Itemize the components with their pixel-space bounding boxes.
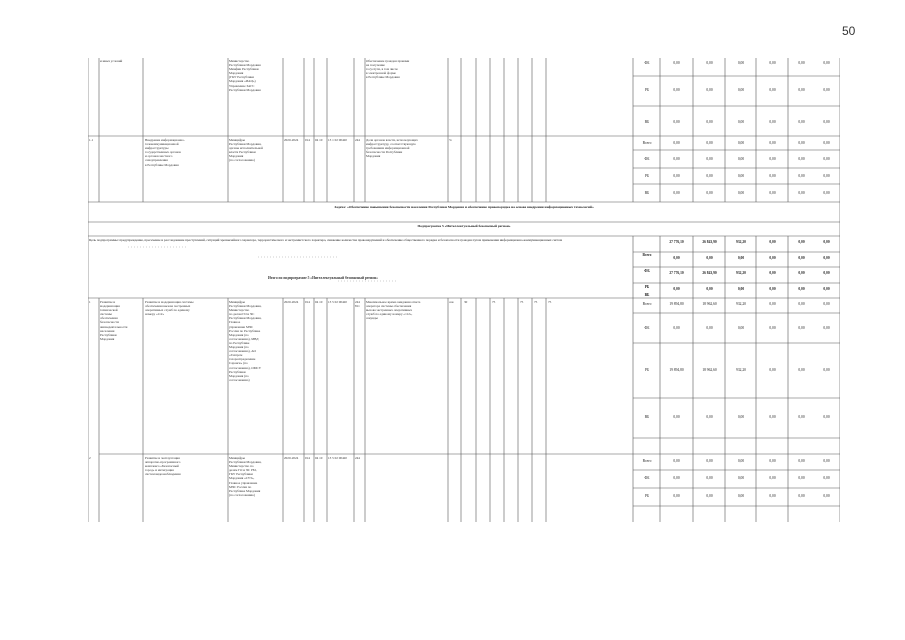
scan-noise bbox=[338, 280, 398, 282]
total-value: 0,00 bbox=[706, 256, 713, 260]
total-value: 0,00 bbox=[769, 271, 776, 275]
finance-value: 932,20 bbox=[736, 302, 746, 306]
total-value: 0,00 bbox=[823, 256, 830, 260]
finance-value: 0,00 bbox=[769, 157, 776, 161]
finance-value: 0,00 bbox=[737, 88, 745, 92]
finance-value: 0,00 bbox=[706, 61, 713, 65]
row-number: 1 bbox=[89, 300, 91, 304]
total-value: 27 776,10 bbox=[669, 240, 684, 244]
finance-value: 0,00 bbox=[737, 476, 745, 480]
finance-value: 0,00 bbox=[706, 191, 713, 195]
total-value: 0,00 bbox=[673, 256, 680, 260]
total-value: 0,00 bbox=[798, 271, 805, 275]
measure-unit: сек bbox=[449, 300, 454, 304]
finance-value: 0,00 bbox=[673, 174, 680, 178]
finance-value: 0,00 bbox=[823, 459, 830, 463]
total-value: 0,00 bbox=[737, 256, 745, 260]
total-value: 0,00 bbox=[769, 287, 776, 291]
total-value: 26 843,90 bbox=[702, 271, 717, 275]
finance-value: 0,00 bbox=[798, 174, 805, 178]
finance-value: 0,00 bbox=[673, 494, 680, 498]
indicator-value: 75 bbox=[534, 300, 538, 304]
measure-code-2: 04 10 bbox=[315, 456, 323, 460]
finance-value: 0,00 bbox=[798, 88, 805, 92]
finance-value: 0,00 bbox=[769, 141, 776, 145]
finance-value: 0,00 bbox=[673, 326, 680, 330]
measure-code-1: 014 bbox=[305, 138, 310, 142]
subprogram-total-label: Итого по подпрограмме 5 «Интеллектуальный безопасный регион» bbox=[268, 276, 378, 280]
finance-value: 0,00 bbox=[706, 157, 713, 161]
finance-value: 0,00 bbox=[673, 476, 680, 480]
indicator-value: 30 bbox=[464, 300, 468, 304]
measure-group-name: Развитие и модернизация технической системы обеспечения безопасности жизнедеятельности населения Республики Мордовия bbox=[100, 300, 128, 341]
finance-value: 0,00 bbox=[769, 191, 776, 195]
finance-label: ФБ bbox=[644, 476, 650, 480]
finance-label: РБ bbox=[644, 174, 650, 178]
finance-value: 0,00 bbox=[798, 326, 805, 330]
finance-label: ВБ bbox=[644, 415, 650, 419]
finance-value: 0,00 bbox=[823, 302, 830, 306]
finance-value: 0,00 bbox=[823, 368, 830, 372]
finance-value: 0,00 bbox=[769, 302, 776, 306]
indicator-value: 75 bbox=[492, 300, 496, 304]
finance-label: РБ bbox=[644, 88, 650, 92]
finance-label: ФБ bbox=[644, 157, 650, 161]
total-value: 0,00 bbox=[798, 256, 805, 260]
finance-value: 0,00 bbox=[823, 157, 830, 161]
finance-label: Всего bbox=[642, 302, 652, 306]
finance-value: 0,00 bbox=[798, 368, 805, 372]
total-value: 0,00 bbox=[673, 287, 680, 291]
finance-value: 0,00 bbox=[706, 476, 713, 480]
measure-executor: Минцифры Республики Мордовия, органы исполнительной власти Республики Мордовия (по согласованию) bbox=[229, 138, 263, 163]
goal-band: Цель подпрограммы: предупреждение, пресечение и расследование преступлений, ситуаций чрезвычайного характера, террористического и экстремистского характера, снижение количества правонарушений и обеспечение общественного порядка и безопасности граждан путем применения информационно-коммуникационных систем bbox=[89, 238, 563, 242]
finance-value: 0,00 bbox=[737, 326, 745, 330]
total-value: 0,00 bbox=[798, 240, 805, 244]
finance-value: 0,00 bbox=[823, 415, 830, 419]
total-label: РБ bbox=[644, 285, 650, 289]
finance-value: 0,00 bbox=[823, 141, 830, 145]
indicator-value: 75 bbox=[548, 300, 552, 304]
measure-period: 2020-2024 bbox=[284, 456, 299, 460]
total-value: 0,00 bbox=[737, 287, 745, 291]
measure-result: Максимальное время ожидания ответа оператора системы обеспечения вызова экстренных оперативных служб по единому номеру «112», секунды bbox=[366, 300, 421, 321]
total-value: 932,20 bbox=[736, 271, 746, 275]
total-value: 932,20 bbox=[736, 240, 746, 244]
finance-value: 0,00 bbox=[673, 120, 680, 124]
total-label: ФБ bbox=[644, 269, 650, 273]
finance-value: 0,00 bbox=[769, 88, 776, 92]
finance-value: 0,00 bbox=[706, 326, 713, 330]
finance-label: РБ bbox=[644, 368, 650, 372]
fragment-result: Обеспечение граждан правами на получение госуслуги, в том числе в электронной форме в Республике Мордовия bbox=[366, 59, 410, 80]
row-number: 2 bbox=[89, 456, 91, 460]
finance-value: 0,00 bbox=[737, 494, 745, 498]
finance-value: 0,00 bbox=[823, 494, 830, 498]
finance-value: 0,00 bbox=[673, 61, 680, 65]
finance-label: ВБ bbox=[644, 120, 650, 124]
row-number: 1.1 bbox=[89, 138, 94, 142]
total-value: 0,00 bbox=[823, 240, 830, 244]
measure-kbk: 13 1 02 00420 bbox=[328, 138, 347, 142]
measure-code-2: 04 10 bbox=[315, 138, 323, 142]
measure-kbk: 13 5 02 00420 bbox=[328, 300, 347, 304]
measure-code-1: 014 bbox=[305, 456, 310, 460]
finance-value: 0,00 bbox=[798, 459, 805, 463]
total-label: ВБ bbox=[644, 293, 650, 297]
total-label: Всего bbox=[642, 253, 652, 257]
measure-code-3: 244 811 bbox=[355, 300, 360, 309]
page-number: 50 bbox=[842, 24, 856, 38]
measure-unit: % bbox=[449, 138, 452, 142]
finance-value: 0,00 bbox=[706, 174, 713, 178]
finance-value: 0,00 bbox=[673, 459, 680, 463]
finance-value: 0,00 bbox=[673, 88, 680, 92]
fragment-executor: Министерство Республики Мордовия Минфин Республики Мордовия (ГКУ Республики Мордовия «ИАЦ») Управление ЗАГС Республики Мордовия bbox=[229, 59, 261, 92]
finance-value: 932,20 bbox=[736, 368, 746, 372]
finance-value: 0,00 bbox=[769, 174, 776, 178]
finance-value: 0,00 bbox=[706, 494, 713, 498]
finance-value: 0,00 bbox=[737, 61, 745, 65]
measure-period: 2020-2024 bbox=[284, 300, 299, 304]
finance-value: 0,00 bbox=[769, 459, 776, 463]
scan-noise bbox=[258, 256, 338, 258]
finance-value: 0,00 bbox=[769, 368, 776, 372]
measure-code-1: 014 bbox=[305, 300, 310, 304]
finance-value: 0,00 bbox=[823, 88, 830, 92]
finance-value: 0,00 bbox=[706, 141, 713, 145]
indicator-value: 75 bbox=[520, 300, 524, 304]
measure-result: Доля органов власти, использующих инфраструктуру, соответствующую требованиям информационной безопасности Республики Мордовия bbox=[366, 138, 418, 159]
finance-value: 0,00 bbox=[798, 141, 805, 145]
total-value: 0,00 bbox=[769, 256, 776, 260]
finance-value: 0,00 bbox=[706, 88, 713, 92]
measure-period: 2020-2024 bbox=[284, 138, 299, 142]
total-value: 0,00 bbox=[769, 240, 776, 244]
measure-executor: Минцифры Республики Мордовия, Министерство по делам ГО и ЧС РМ, ГКУ Республики Мордовия «СУЗ», Главное управление МЧС России по Республике Мордовия (по согласованию) bbox=[229, 456, 262, 497]
finance-value: 0,00 bbox=[673, 191, 680, 195]
measure-name: Развитие и эксплуатация аппаратно-программного комплекса «Безопасный город» и интеграция систем видеонаблюдения bbox=[145, 456, 181, 477]
finance-value: 0,00 bbox=[737, 415, 745, 419]
finance-value: 0,00 bbox=[673, 415, 680, 419]
finance-value: 0,00 bbox=[769, 415, 776, 419]
finance-value: 0,00 bbox=[823, 476, 830, 480]
finance-label: РБ bbox=[644, 494, 650, 498]
measure-kbk: 13 5 02 00420 bbox=[328, 456, 347, 460]
finance-value: 0,00 bbox=[737, 120, 745, 124]
finance-value: 0,00 bbox=[769, 61, 776, 65]
finance-label: ФБ bbox=[644, 326, 650, 330]
finance-value: 0,00 bbox=[769, 476, 776, 480]
finance-value: 0,00 bbox=[769, 120, 776, 124]
finance-label: ВБ bbox=[644, 191, 650, 195]
finance-value: 0,00 bbox=[823, 326, 830, 330]
total-value: 0,00 bbox=[706, 287, 713, 291]
finance-value: 0,00 bbox=[706, 415, 713, 419]
finance-value: 0,00 bbox=[798, 157, 805, 161]
finance-value: 0,00 bbox=[706, 459, 713, 463]
finance-value: 0,00 bbox=[823, 191, 830, 195]
measure-name: Развитие и модернизация системы обеспечения вызова экстренных оперативных служб по единому номеру «112» bbox=[145, 300, 194, 317]
scan-noise bbox=[128, 246, 188, 248]
finance-value: 0,00 bbox=[798, 302, 805, 306]
finance-value: 0,00 bbox=[798, 120, 805, 124]
finance-value: 0,00 bbox=[823, 61, 830, 65]
finance-label: Всего bbox=[642, 141, 652, 145]
finance-value: 0,00 bbox=[823, 120, 830, 124]
measure-executor: Минцифры Республики Мордовия, Министерство по делам ГО и ЧС Республики Мордовия, Главное управление МЧС России по Республике Мордовия (по согласованию), МВД по Республике Мордовия (по согласованию), АО «Газпром газораспределение Саранск» (по согласованию), ОМСУ Республики Мордовия (по согласованию) bbox=[229, 300, 262, 382]
finance-value: 19 894,80 bbox=[669, 302, 684, 306]
finance-value: 0,00 bbox=[798, 494, 805, 498]
finance-label: ФБ bbox=[644, 61, 650, 65]
total-value: 0,00 bbox=[823, 271, 830, 275]
finance-label: Всего bbox=[642, 459, 652, 463]
total-value: 27 776,10 bbox=[669, 271, 684, 275]
finance-value: 0,00 bbox=[737, 459, 745, 463]
finance-value: 0,00 bbox=[769, 494, 776, 498]
measure-name: Внедрение информационно- телекоммуникационной инфраструктуры государственных органов и органов местного самоуправления в Республике Мордовия bbox=[145, 138, 185, 167]
measure-code-2: 04 10 bbox=[315, 300, 323, 304]
total-value: 0,00 bbox=[823, 287, 830, 291]
finance-value: 18 962,60 bbox=[702, 368, 717, 372]
finance-value: 0,00 bbox=[798, 61, 805, 65]
finance-value: 0,00 bbox=[737, 174, 745, 178]
finance-value: 0,00 bbox=[673, 157, 680, 161]
finance-value: 19 894,80 bbox=[669, 368, 684, 372]
finance-value: 0,00 bbox=[798, 191, 805, 195]
finance-value: 0,00 bbox=[823, 174, 830, 178]
finance-value: 0,00 bbox=[798, 476, 805, 480]
fragment-top-left: и иных условий bbox=[100, 59, 123, 63]
program-table bbox=[88, 58, 840, 522]
subprogram-band: Подпрограмма 5 «Интеллектуальный безопасный регион» bbox=[417, 224, 511, 228]
measure-code-3: 244 bbox=[355, 456, 360, 460]
total-value: 0,00 bbox=[798, 287, 805, 291]
finance-value: 0,00 bbox=[769, 326, 776, 330]
finance-value: 18 962,60 bbox=[702, 302, 717, 306]
finance-value: 0,00 bbox=[706, 120, 713, 124]
total-value: 26 843,90 bbox=[702, 240, 717, 244]
finance-value: 0,00 bbox=[737, 191, 745, 195]
task-band: Задача: «Обеспечение повышения безопасности населения Республики Мордовия и обеспечение правопорядка на основе внедрения информационных технологий» bbox=[334, 205, 594, 209]
finance-value: 0,00 bbox=[798, 415, 805, 419]
measure-code-3: 244 bbox=[355, 138, 360, 142]
finance-value: 0,00 bbox=[737, 157, 745, 161]
finance-value: 0,00 bbox=[737, 141, 745, 145]
finance-value: 0,00 bbox=[673, 141, 680, 145]
